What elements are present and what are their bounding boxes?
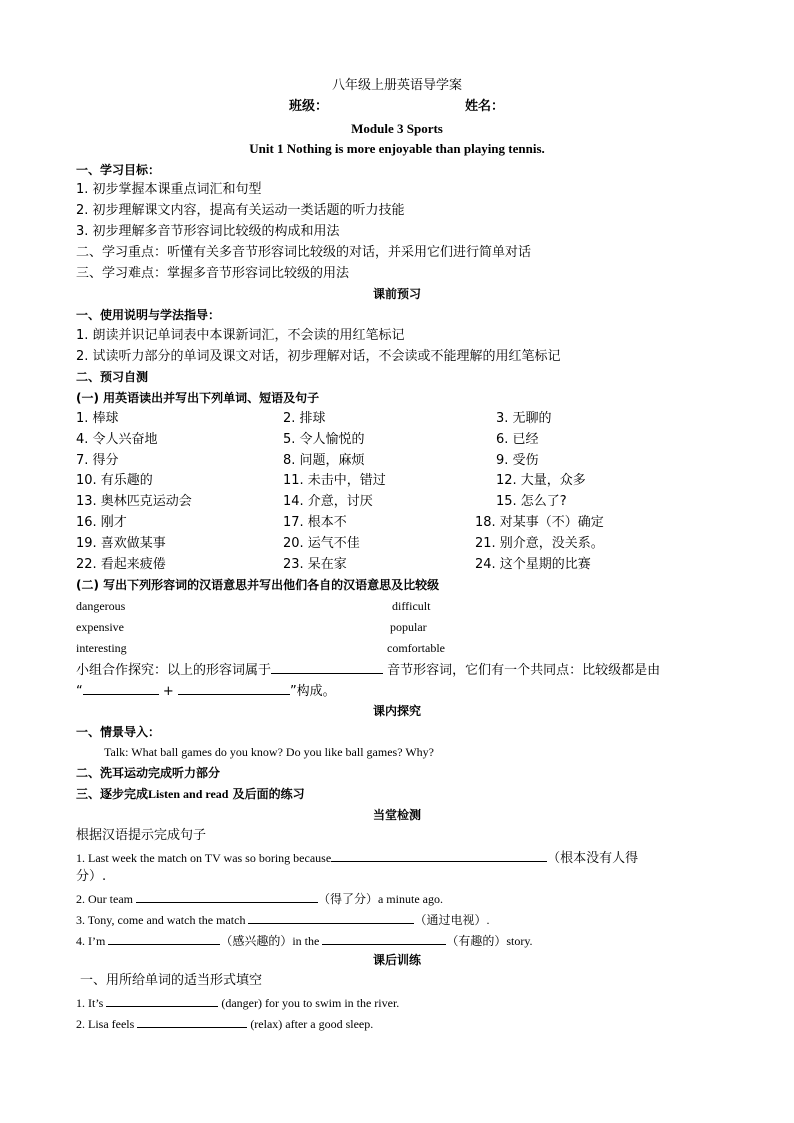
vocab-item: 24. 这个星期的比赛 xyxy=(475,557,591,572)
reading-line xyxy=(76,784,305,804)
answer-blank[interactable] xyxy=(106,992,218,1007)
answer-blank[interactable] xyxy=(136,888,318,903)
group-text: + xyxy=(162,684,174,699)
inclass-section-title: 课内探究 xyxy=(372,704,421,718)
sentence-text: 3. Tony, come and watch the match xyxy=(76,913,246,927)
self-test-heading: 二、预习自测 xyxy=(76,370,149,384)
test-sentence-1-cont: 分）. xyxy=(76,869,107,884)
vocab-item: 20. 运气不佳 xyxy=(283,536,360,551)
sentence-text: 2. Our team xyxy=(76,892,133,906)
vocab-item: 12. 大量，众多 xyxy=(496,473,586,488)
adjective: popular xyxy=(390,620,427,634)
guide-item: 1. 朗读并识记单词表中本课新词汇，不会读的用红笔标记 xyxy=(76,328,405,343)
goals-heading: 一、学习目标： xyxy=(76,163,161,177)
test-sentence-4 xyxy=(76,930,533,951)
exercise-1 xyxy=(76,992,399,1013)
group-text: ”构成。 xyxy=(289,684,336,699)
test-instruction: 根据汉语提示完成句子 xyxy=(76,828,207,843)
test-sentence-1 xyxy=(76,847,638,869)
vocab-item: 3. 无聊的 xyxy=(496,411,552,426)
answer-blank[interactable] xyxy=(322,930,446,945)
exercise-text: 2. Lisa feels xyxy=(76,1017,135,1031)
module-title: Module 3 Sports xyxy=(351,121,443,136)
vocab-item: 23. 呆在家 xyxy=(283,557,347,572)
class-label: 班级： xyxy=(289,99,329,114)
reading-text: Listen and read xyxy=(148,787,229,801)
talk-line: Talk: What ball games do you know? Do you like ball games? Why? xyxy=(104,745,434,759)
vocab-item: 10. 有乐趣的 xyxy=(76,473,153,488)
vocab-item: 2. 排球 xyxy=(283,411,326,426)
vocab-item: 7. 得分 xyxy=(76,453,119,468)
sentence-text: 4. I’m xyxy=(76,934,106,948)
exercise-text: (danger) for you to swim in the river. xyxy=(221,996,400,1010)
adjective: interesting xyxy=(76,641,127,655)
test-sentence-3 xyxy=(76,909,489,930)
goal-item: 2. 初步理解课文内容，提高有关运动一类话题的听力技能 xyxy=(76,203,405,218)
unit-title: Unit 1 Nothing is more enjoyable than playing tennis. xyxy=(249,141,545,156)
exercise-text: (relax) after a good sleep. xyxy=(250,1017,374,1031)
answer-blank[interactable] xyxy=(248,909,414,924)
sentence-text: 1. Last week the match on TV was so boring because xyxy=(76,851,332,865)
listening-line: 二、洗耳运动完成听力部分 xyxy=(76,766,221,780)
test-section-title: 当堂检测 xyxy=(372,808,421,822)
exercise-2 xyxy=(76,1013,373,1034)
vocab-item: 13. 奥林匹克运动会 xyxy=(76,494,192,509)
difficulty-line: 三、学习难点：掌握多音节形容词比较级的用法 xyxy=(76,266,350,281)
vocab-item: 6. 已经 xyxy=(496,432,539,447)
test-sentence-2 xyxy=(76,888,443,909)
goal-item: 1. 初步掌握本课重点词汇和句型 xyxy=(76,182,262,197)
adjective: dangerous xyxy=(76,599,126,613)
adjective: comfortable xyxy=(387,641,445,655)
sentence-text: （得了分）a minute ago. xyxy=(317,892,443,906)
vocab-item: 16. 刚才 xyxy=(76,515,127,530)
vocab-item: 19. 喜欢做某事 xyxy=(76,536,166,551)
reading-text: 三、逐步完成 xyxy=(76,787,149,801)
sentence-text: （通过电视）. xyxy=(414,913,490,927)
answer-blank[interactable] xyxy=(331,847,547,862)
group-text: “ xyxy=(76,684,83,699)
group-inquiry-line2 xyxy=(76,680,336,702)
intro-heading: 一、情景导入： xyxy=(76,725,161,739)
reading-text: 及后面的练习 xyxy=(232,787,305,801)
goal-item: 3. 初步理解多音节形容词比较级的构成和用法 xyxy=(76,224,340,239)
sentence-text: （有趣的）story. xyxy=(446,934,533,948)
vocab-item: 4. 令人兴奋地 xyxy=(76,432,158,447)
preview-section-title: 课前预习 xyxy=(372,287,421,301)
vocab-item: 21. 别介意，没关系。 xyxy=(475,536,604,551)
adjective: expensive xyxy=(76,620,124,634)
sentence-text: （根本没有人得 xyxy=(547,851,639,866)
vocab-item: 15. 怎么了? xyxy=(496,494,567,509)
answer-blank[interactable] xyxy=(108,930,220,945)
group-text: 音节形容词，它们有一个共同点：比较级都是由 xyxy=(387,663,661,678)
vocab-item: 14. 介意，讨厌 xyxy=(283,494,373,509)
vocab-item: 18. 对某事（不）确定 xyxy=(475,515,604,530)
part1-heading: (一) 用英语读出并写出下列单词、短语及句子 xyxy=(76,391,320,405)
exercise-text: 1. It’s xyxy=(76,996,104,1010)
group-inquiry-line xyxy=(76,659,660,681)
syllable-blank[interactable] xyxy=(271,659,383,674)
vocab-item: 11. 未击中，错过 xyxy=(283,473,386,488)
sentence-text: （感兴趣的）in the xyxy=(220,934,320,948)
group-text: 小组合作探究：以上的形容词属于 xyxy=(76,663,272,678)
guide-item: 2. 试读听力部分的单词及课文对话，初步理解对话，不会读或不能理解的用红笔标记 xyxy=(76,349,561,364)
part2-heading: (二) 写出下列形容词的汉语意思并写出他们各自的汉语意思及比较级 xyxy=(76,578,440,592)
guide-heading: 一、使用说明与学法指导： xyxy=(76,308,221,322)
comparative-blank-1[interactable] xyxy=(83,680,159,695)
vocab-item: 8. 问题，麻烦 xyxy=(283,453,365,468)
worksheet-title: 八年级上册英语导学案 xyxy=(331,78,462,93)
name-label: 姓名： xyxy=(465,99,505,114)
after-section-title: 课后训练 xyxy=(372,953,421,967)
adjective: difficult xyxy=(392,599,431,613)
comparative-blank-2[interactable] xyxy=(178,680,290,695)
vocab-item: 22. 看起来疲倦 xyxy=(76,557,166,572)
vocab-item: 1. 棒球 xyxy=(76,411,119,426)
vocab-item: 9. 受伤 xyxy=(496,453,539,468)
answer-blank[interactable] xyxy=(137,1013,247,1028)
vocab-item: 17. 根本不 xyxy=(283,515,347,530)
focus-line: 二、学习重点：听懂有关多音节形容词比较级的对话，并采用它们进行简单对话 xyxy=(76,245,532,260)
vocab-item: 5. 令人愉悦的 xyxy=(283,432,365,447)
after-heading: 一、用所给单词的适当形式填空 xyxy=(80,973,263,988)
